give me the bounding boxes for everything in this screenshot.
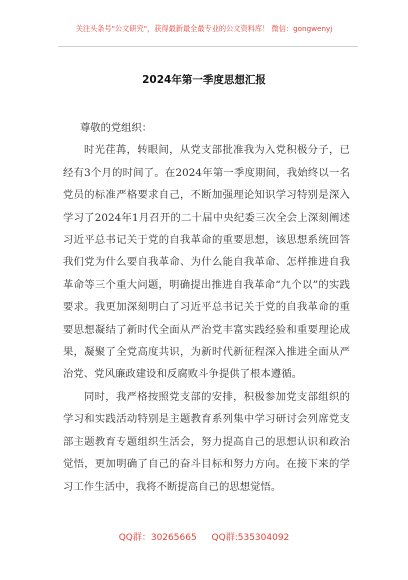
- header-divider: [58, 46, 358, 47]
- document-body: [63, 117, 350, 498]
- document-title: 2024年第一季度思想汇报: [142, 74, 266, 86]
- paragraph-2: 同时，我严格按照党支部的安排，积极参加党支部组织的学习和实践活动特别是主题教育系列集中学习研讨会列席党支部主题教育专题组织生活会，努力提高自己的思想认识和政治觉悟，更加明确了自己的奋斗目标和努力方向。在接下来的学习工作生活中，我将不断提高自己的思想觉悟。: [63, 390, 350, 493]
- header-notice: 关注头条号"公文研究"，获得最新最全最专业的公文资料库！ 微信：gongwenyj: [75, 24, 333, 33]
- paragraph-1: 时光荏苒，转眼间，从党支部批准我为入党积极分子，已经有3个月的时间了。在2024年第一季度期间，我始终以一名党员的标准严格要求自己，不断加强理论知识学习特别是深入学习了2024年1月召开的二十届中央纪委三次全会上深刻阐述习近平总书记关于党的自我革命的重要思想，该思想系统回答我们党为什么要自我革命、为什么能自我革命、怎样推进自我革命等三个重大问题，明确提出推进自我革命“九个以”的实践要求。我更加深刻明白了习近平总书记关于党的自我革命的重要思想凝结了新时代全面从严治党丰富实践经验和重要理论成果，凝聚了全党高度共识，为新时代新征程深入推进全面从严治党、党风廉政建设和反腐败斗争提供了根本遵循。: [63, 144, 350, 381]
- footer-contacts: [0, 530, 408, 543]
- salutation: 尊敬的党组织：: [80, 122, 153, 134]
- footer-qq-group-2: QQ群:535304092: [211, 533, 290, 543]
- footer-qq-group-1: QQ群：30265665: [118, 533, 197, 543]
